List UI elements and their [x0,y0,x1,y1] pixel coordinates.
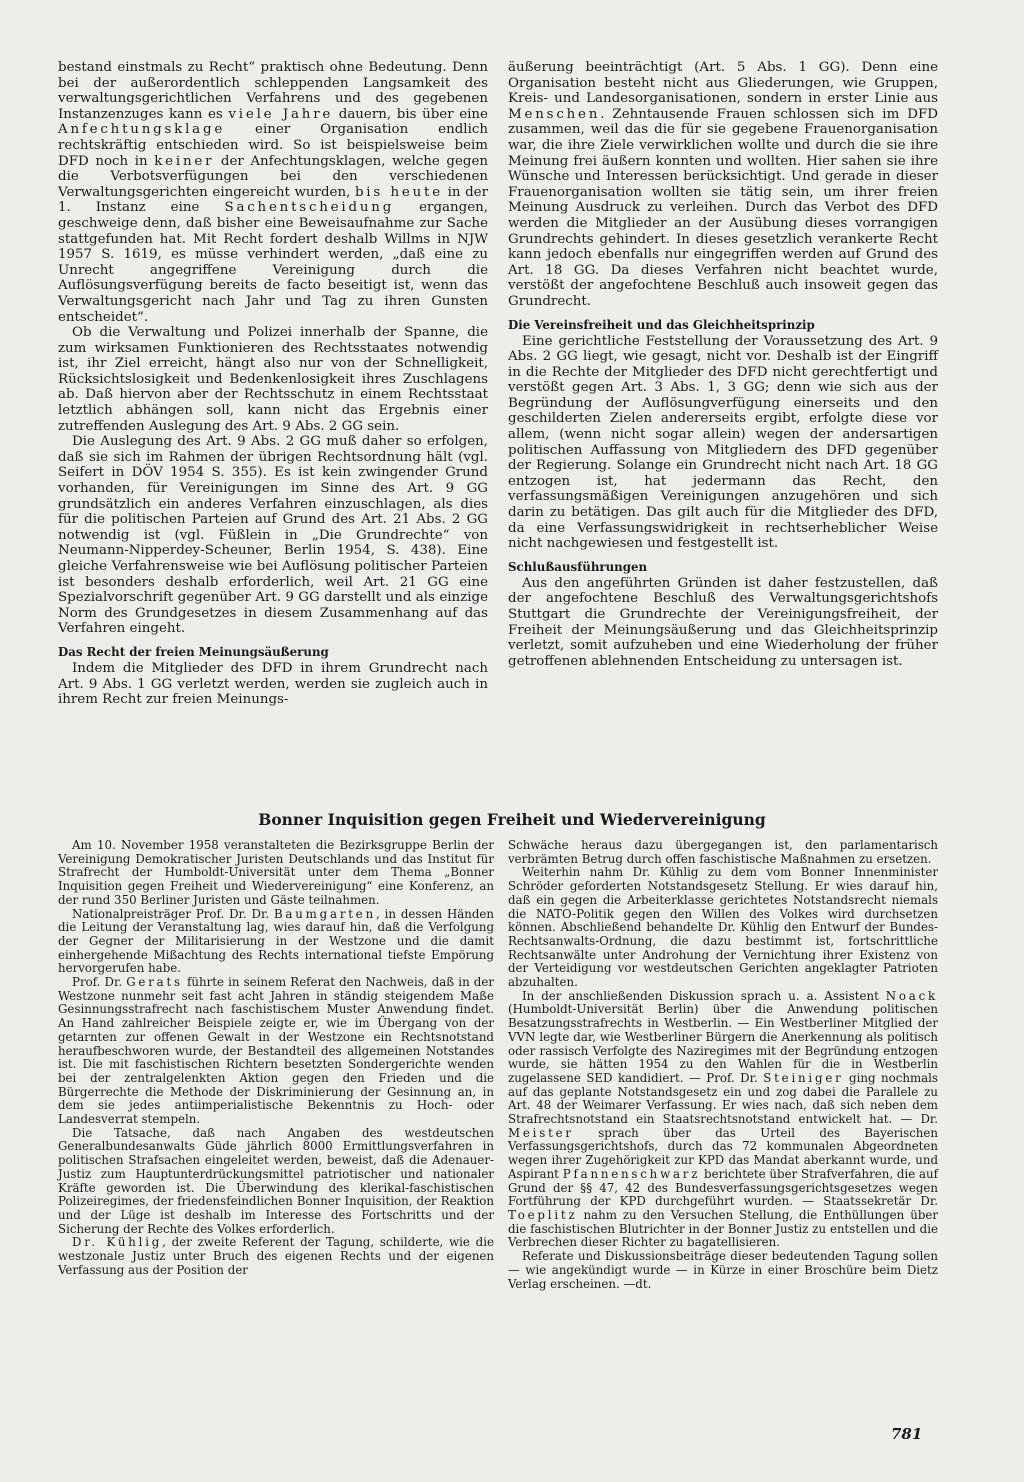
paragraph [58,839,494,908]
text-run: ergangen, geschweige denn, daß bisher eine Beweisaufnahme zur Sache stattgefunden hat. Mit Recht fordert deshalb Willms in NJW 1957 S. 1619, es müsse verhindert werden, „daß eine zu Unrecht angegriffene Vereinigung durch die Auflösungsverfügung bereits de facto beseitigt ist, wenn das Verwaltungsgericht nach Jahr und Tag zu ihren Gunsten entscheidet“. [58,200,488,325]
page-number: 781 [891,1425,923,1443]
paragraph [58,1127,494,1237]
text-run: der Anfechtungsklagen, welche gegen die Verbotsverfügungen bei den verschiedenen Verwaltungsgerichten eingereicht wurden, [58,153,489,200]
upper-article-left-column [58,60,488,708]
paragraph [508,334,938,552]
spaced-emphasis: Noack [885,988,938,1003]
text-run: , der zweite Referent der Tagung, schilderte, wie die westzonale Justiz unter Bruch des eigenen Rechts und der eigenen Verfassung aus der Position der [58,1235,494,1277]
text-run: . Zehntausende Frauen schlossen sich im DFD zusammen, weil das die für sie gegebene Frauenorganisation war, die ihre Ziele verwirklichen wollte und durch die sie ihre Meinung frei äußern konnten und wollten. Hier sahen sie ihre Wünsche und Interessen berücksichtigt. Und gerade in dieser Frauenorganisation wollten sie tätig sein, um ihrer freien Meinung Ausdruck zu verleihen. Durch das Verbot des DFD werden die Mitglieder an der Ausübung dieses vorrangigen Grundrechts gehindert. In dieses gesetzlich verankerte Recht kann jedoch ebenfalls nur eingegriffen werden auf Grund des Art. 18 GG. Da dieses Verfahren nicht beachtet wurde, verstößt der angefochtene Beschluß auch insoweit gegen das Grundrecht. [508,106,938,309]
lower-article-right-column [508,839,938,1291]
paragraph [58,976,494,1127]
spaced-emphasis: Steiniger [763,1070,844,1085]
text-run: Am 10. November 1958 veranstalteten die Bezirksgruppe Berlin der Vereinigung Demokratischer Juristen Deutschlands und das Institut für Strafrecht der Humboldt-Universität unter dem Thema „Bonner Inquisition gegen Freiheit und Wiedervereinigung“ eine Konferenz, an der rund 350 Berliner Juristen und Gäste teilnahmen. [58,838,494,907]
text-run: Prof. Dr. [72,975,127,990]
text-run: Nationalpreisträger Prof. Dr. Dr. [72,906,274,921]
paragraph [508,1250,938,1291]
paragraph [508,839,938,866]
section-heading: Die Vereinsfreiheit und das Gleichheitsprinzip [508,317,815,332]
text-run: sprach über das Urteil des Bayerischen Verfassungsgerichtshofs, durch das 72 kommunalen Abgeordneten wegen ihrer Zugehörigkeit zur KPD das Mandat aberkannt wurde, und Aspirant [508,1125,938,1181]
text-run: Referate und Diskussionsbeiträge dieser bedeutenden Tagung sollen — wie angekündigt wurde — in Kürze in einer Broschüre beim Dietz Verlag erscheinen. —dt. [508,1249,938,1291]
paragraph [58,908,494,977]
paragraph [58,1236,494,1277]
spaced-emphasis: bis heute [354,184,443,200]
spaced-emphasis: Meister [508,1125,574,1140]
paragraph [58,434,488,637]
text-run: berichtete über Strafverfahren, die auf Grund der §§ 47, 42 des Bundesverfassungsgerichtsgesetzes wegen Fortführung der KPD durchgeführt wurden. — Staatssekretär Dr. [508,1166,938,1209]
text-run: bestand einstmals zu Recht“ praktisch ohne Bedeutung. Denn bei der außerordentlich schleppenden Langsamkeit des verwaltungsgerichtlichen Verfahrens und des gegebenen Instanzenzuges kann es [58,60,488,122]
paragraph [508,576,938,670]
text-run: (Humboldt-Universität Berlin) über die Anwendung politischen Besatzungsstrafrechts in Westberlin. — Ein Westberliner Mitglied der VVN legte dar, wie Westberliner Bürgern die Anerkennung als politisch oder rassisch Verfolgte des Naziregimes mit der Begründung entzogen wurde, sie hätten 1954 zu den Wahlen für die in Westberlin zugelassene SED kandidiert. — Prof. Dr. [508,1002,938,1085]
text-run: Die Tatsache, daß nach Angaben des westdeutschen Generalbundesanwalts Güde jährlich 8000 Ermittlungsverfahren in politischen Strafsachen eingeleitet werden, beweist, daß die Adenauer-Justiz zum Hauptunterdrückungsmittel patriotischer und nationaler Kräfte geworden ist. Die Überwindung des klerikal-faschistischen Polizeiregimes, der friedensfeindlichen Bonner Inquisition, der Reaktion und der Lüge ist deshalb im Interesse des Fortschritts und der Sicherung der Rechte des Volkes erforderlich. [58,1125,494,1236]
upper-article-right-column [508,60,938,669]
spaced-emphasis: Sachentscheidung [224,200,395,216]
text-run: Weiterhin nahm Dr. Kühlig zu dem vom Bonner Innenminister Schröder geforderten Notstandsgesetz Stellung. Er wies darauf hin, daß ein gegen die Arbeiterklasse gerichtetes Notstandsrecht niemals die NATO-Politik gegen den Willen des Volkes wird durchsetzen können. Abschließend behandelte Dr. Kühlig den Entwurf der Bundes-Rechtsanwalts-Ordnung, die dazu bestimmt ist, fortschrittliche Rechtsanwälte unter Androhung der Vernichtung ihrer Existenz von der Verteidigung vor westdeutschen Gerichten angeklagter Patrioten abzuhalten. [508,865,938,990]
spaced-emphasis: Menschen [508,106,601,122]
section-heading: Das Recht der freien Meinungsäußerung [58,644,329,659]
text-run: führte in seinem Referat den Nachweis, daß in der Westzone nunmehr seit fast acht Jahren in ständig steigendem Maße Gesinnungsstrafrecht nach faschistischem Muster Anwendung findet. An Hand zahlreicher Beispiele zeigte er, wie im Übergang von der getarnten zur offenen Gewalt in der Westzone ein Rechtsnotstand heraufbeschworen wurde, der Bestandteil des allgemeinen Notstandes ist. Die mit faschistischen Richtern besetzten Sondergerichte wenden bei der zentralgelenkten Aktion gegen den Frieden und die Bürgerrechte die Methode der Diskriminierung der Gesinnung an, in dem sie jedes antiimperialistische Bekenntnis zu Hoch- oder Landesverrat stempeln. [58,975,494,1127]
text-run: in der 1. Instanz eine [58,184,488,216]
paragraph [508,60,938,310]
text-run: einer Organisation endlich rechtskräftig entschieden wird. So ist beispielsweise beim DFD noch in [58,122,488,169]
spaced-emphasis: Baumgarten [273,906,376,921]
paragraph [58,661,488,708]
text-run: Schwäche heraus dazu übergegangen ist, den parlamentarisch verbrämten Betrug durch offen faschistische Maßnahmen zu ersetzen. [508,838,938,866]
text-run: nahm zu den Versuchen Stellung, die Enthüllungen über die faschistischen Blutrichter in der Bonner Justiz zu entstellen und die Verbrechen dieser Richter zu bagatellisieren. [508,1207,938,1250]
text-run: , in dessen Händen die Leitung der Veranstaltung lag, wies darauf hin, daß die Verfolgung der Gegner der Militarisierung in der Westzone und die damit einhergehende Mißachtung des Rechts international tiefste Empörung hervorgerufen habe. [58,906,495,976]
spaced-emphasis: keiner [154,153,215,169]
text-run: Indem die Mitglieder des DFD in ihrem Grundrecht nach Art. 9 Abs. 1 GG verletzt werden, werden sie zugleich auch in ihrem Recht zur freien Meinungs- [58,660,488,708]
section-heading: Schlußausführungen [508,559,648,574]
article-title: Bonner Inquisition gegen Freiheit und Wiedervereinigung [258,810,766,829]
paragraph [58,60,488,325]
text-run: dauern, bis über eine [333,106,488,122]
spaced-emphasis: Gerats [126,975,183,990]
text-run: Ob die Verwaltung und Polizei innerhalb der Spanne, die zum wirksamen Funktionieren des Rechtsstaates notwendig ist, ihr Ziel erreicht, hängt also nur von der Schnelligkeit, Rücksichtslosigkeit und Bedenkenlosigkeit ihres Zuschlagens ab. Daß hiervon aber der Rechtsschutz in einem Rechtsstaat letztlich abhängen soll, kann nicht das Ergebnis einer zutreffenden Auslegung des Art. 9 Abs. 2 GG sein. [58,325,488,434]
text-run: Die Auslegung des Art. 9 Abs. 2 GG muß daher so erfolgen, daß sie sich im Rahmen der übrigen Rechtsordnung hält (vgl. Seifert in DÖV 1954 S. 355). Es ist kein zwingender Grund vorhanden, für Vereinigungen im Sinne des Art. 9 GG grundsätzlich ein anderes Verfahren einzuschlagen, als dies für die politischen Parteien auf Grund des Art. 21 Abs. 2 GG notwendig ist (vgl. Füßlein in „Die Grundrechte“ von Neumann-Nipperdey-Scheuner, Berlin 1954, S. 438). Eine gleiche Verfahrensweise wie bei Auflösung politischer Parteien ist besonders deshalb erforderlich, weil Art. 21 GG eine Spezialvorschrift gegenüber Art. 9 GG darstellt und als einzige Norm des Grundgesetzes in diesem Zusammenhang auf das Verfahren eingeht. [58,434,488,637]
spaced-emphasis: Pfannenschwarz [562,1166,701,1181]
text-run: ging nochmals auf das geplante Notstandsgesetz ein und zog dabei die Parallele zu Art. 48 der Weimarer Verfassung. Er wies nach, daß sich neben dem Strafrechtsnotstand ein Staatsrechtsnotstand entwickelt hat. — Dr. [508,1070,938,1127]
lower-article-left-column [58,839,494,1278]
paragraph [508,990,938,1250]
text-run: Eine gerichtliche Feststellung der Voraussetzung des Art. 9 Abs. 2 GG liegt, wie gesagt, nicht vor. Deshalb ist der Eingriff in die Rechte der Mitglieder des DFD nicht gerechtfertigt und verstößt gegen Art. 3 Abs. 1, 3 GG; denn wie sich aus der Begründung der Auflösungverfügung einerseits und den geschilderten Zielen andererseits ergibt, erfolgte diese vor allem, (wenn nicht sogar allein) wegen der andersartigen politischen Auffassung von Mitgliedern des DFD gegenüber der Regierung. Solange ein Grundrecht nicht nach Art. 18 GG entzogen ist, hat jedermann das Recht, den verfassungsmäßigen Vereinigungen anzugehören und sich darin zu betätigen. Das gilt auch für die Mitglieder des DFD, da eine Verfassungswidrigkeit in rechtserheblicher Weise nicht nachgewiesen und festgestellt ist. [508,333,938,552]
text-run: In der anschließenden Diskussion sprach u. a. Assistent [522,988,886,1003]
spaced-emphasis: Toeplitz [508,1207,578,1222]
spaced-emphasis: Dr. Kühlig [72,1235,163,1250]
paragraph [58,325,488,434]
text-run: Aus den angeführten Gründen ist daher festzustellen, daß der angefochtene Beschluß des Verwaltungsgerichtshofs Stuttgart die Grundrechte der Vereinigungsfreiheit, der Freiheit der Meinungsäußerung und das Gleichheitsprinzip verletzt, somit aufzuheben und eine Wiederholung der früher getroffenen ablehnenden Entscheidung zu untersagen ist. [508,575,938,669]
spaced-emphasis: Anfechtungsklage [58,122,226,138]
paragraph [508,866,938,989]
text-run: äußerung beeinträchtigt (Art. 5 Abs. 1 GG). Denn eine Organisation besteht nicht aus Gliederungen, wie Gruppen, Kreis- und Landesorganisationen, sondern in erster Linie aus [508,60,938,107]
spaced-emphasis: viele Jahre [228,106,334,122]
